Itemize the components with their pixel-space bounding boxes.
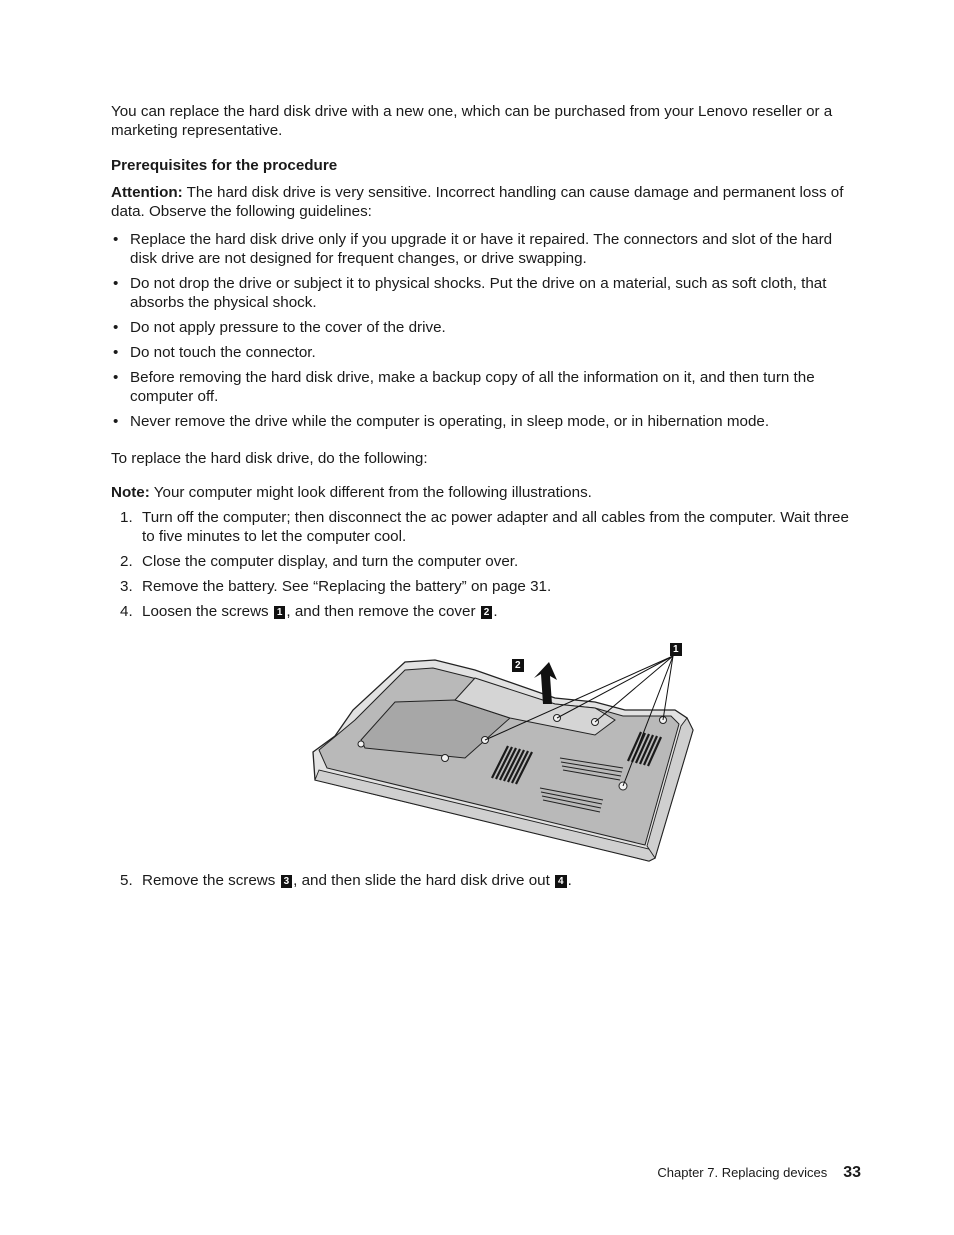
step-text-pre: Remove the screws xyxy=(142,872,280,889)
callout-badge: 3 xyxy=(281,875,293,888)
steps-list xyxy=(111,508,861,621)
step-number: 5. xyxy=(120,872,133,889)
guideline-item: • Do not touch the connector. xyxy=(111,343,861,362)
step-text: Close the computer display, and turn the computer over. xyxy=(142,553,519,570)
guidelines-list xyxy=(111,230,861,431)
guideline-item: • Do not drop the drive or subject it to physical shocks. Put the drive on a material, such as soft cloth, that absorbs the physical shock. xyxy=(111,274,861,312)
callout-badge: 1 xyxy=(274,606,286,619)
note-text: Your computer might look different from the following illustrations. xyxy=(149,484,592,501)
step-item xyxy=(111,871,861,896)
step-number: 4. xyxy=(120,603,133,620)
guideline-item: • Do not apply pressure to the cover of the drive. xyxy=(111,318,861,337)
step-number: 3. xyxy=(120,578,133,595)
callout-badge: 2 xyxy=(481,606,493,619)
guideline-item: • Before removing the hard disk drive, make a backup copy of all the information on it, and then turn the computer off. xyxy=(111,368,861,406)
procedure-intro: To replace the hard disk drive, do the following: xyxy=(111,450,428,467)
page-body xyxy=(111,102,861,627)
step-item xyxy=(111,871,861,890)
step-text: Remove the battery. See “Replacing the battery” on page 31. xyxy=(142,578,552,595)
page-number: 33 xyxy=(843,1164,861,1181)
step-item xyxy=(111,602,861,621)
step-item xyxy=(111,577,861,596)
laptop-drawing xyxy=(305,640,695,868)
steps-list-continued xyxy=(111,871,861,890)
intro-paragraph: You can replace the hard disk drive with a new one, which can be purchased from your Lenovo reseller or a marketing representative. xyxy=(111,103,833,139)
step-item xyxy=(111,552,861,571)
step-text-pre: Loosen the screws xyxy=(142,603,273,620)
step-item xyxy=(111,508,861,546)
figure-callout-2: 2 xyxy=(512,659,524,672)
step-text-post: . xyxy=(567,872,572,889)
footer-chapter: Chapter 7. Replacing devices xyxy=(657,1165,828,1180)
figure-callout-1: 1 xyxy=(670,643,682,656)
step-text: Turn off the computer; then disconnect the ac power adapter and all cables from the computer. Wait three to five minutes to let the computer cool. xyxy=(142,509,849,545)
note-label: Note: xyxy=(111,484,150,501)
attention-text: The hard disk drive is very sensitive. Incorrect handling can cause damage and permanent loss of data. Observe the following guidelines: xyxy=(111,184,844,220)
step-text-mid: , and then slide the hard disk drive out xyxy=(293,872,555,889)
note-paragraph xyxy=(111,483,861,502)
attention-label: Attention: xyxy=(111,184,183,201)
attention-paragraph xyxy=(111,183,861,221)
step-number: 2. xyxy=(120,553,133,570)
callout-badge: 4 xyxy=(555,875,567,888)
guideline-item: • Never remove the drive while the computer is operating, in sleep mode, or in hibernation mode. xyxy=(111,412,861,431)
section-heading: Prerequisites for the procedure xyxy=(111,157,338,174)
page-footer xyxy=(657,1164,861,1182)
step-number: 1. xyxy=(120,509,133,526)
laptop-underside-illustration xyxy=(305,640,695,868)
guideline-item: • Replace the hard disk drive only if you upgrade it or have it repaired. The connectors and slot of the hard disk drive are not designed for frequent changes, or drive swapping. xyxy=(111,230,861,268)
step-text-mid: , and then remove the cover xyxy=(286,603,480,620)
step-text-post: . xyxy=(493,603,498,620)
